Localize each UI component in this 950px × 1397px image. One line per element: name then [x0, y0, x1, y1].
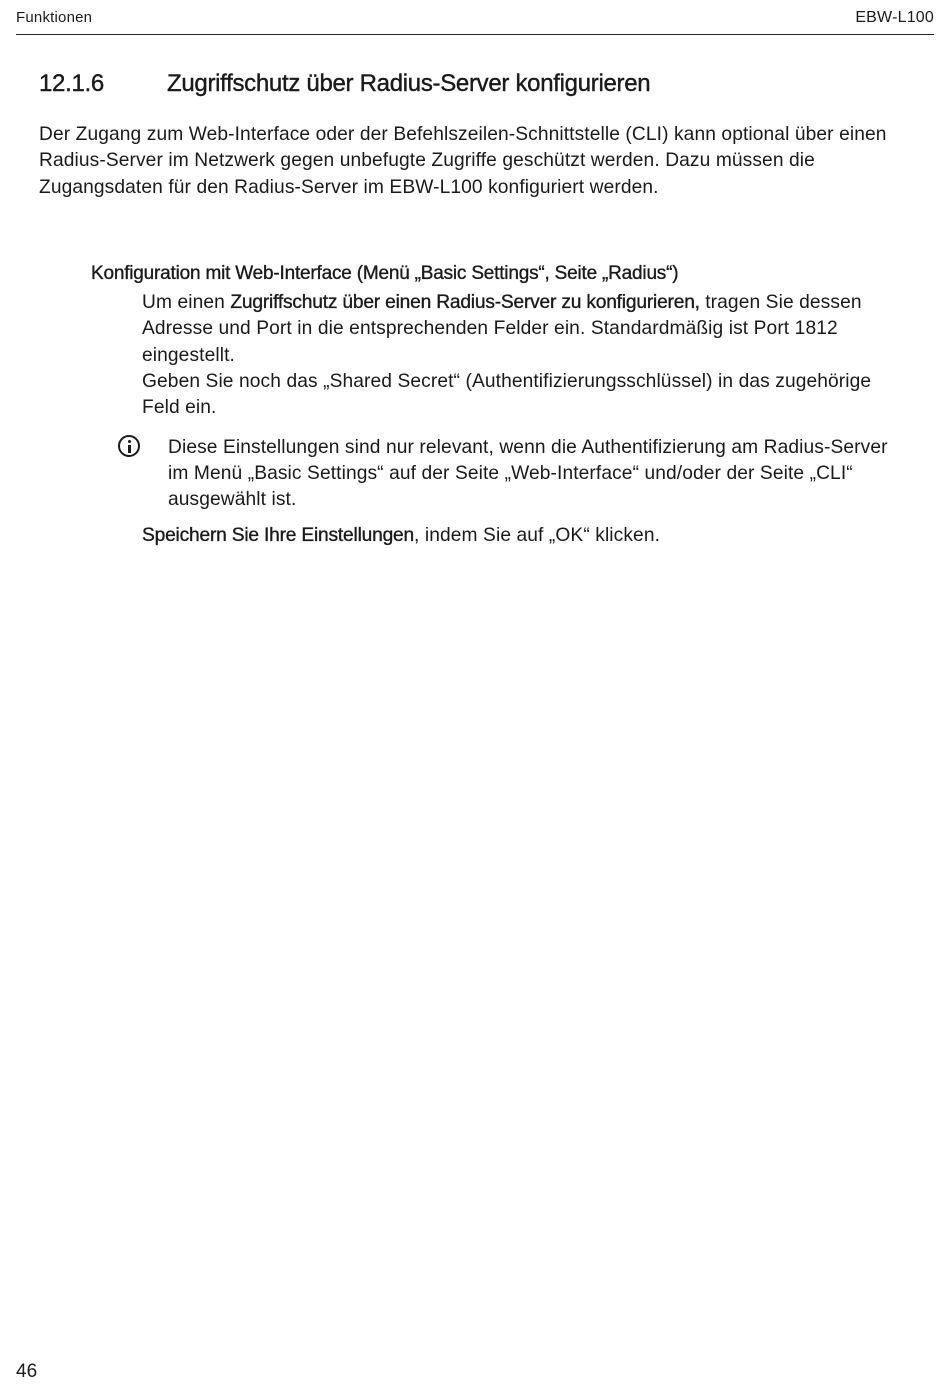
page-number: 46 [16, 1361, 38, 1382]
save-rest: , indem Sie auf „OK“ klicken. [414, 525, 661, 547]
save-emphasis: Speichern Sie Ihre Einstellungen [142, 525, 414, 547]
page-header [16, 8, 934, 35]
step-shared-secret: Geben Sie noch das „Shared Secret“ (Authentifizierungsschlüssel) in das zugehörige Feld ein. [142, 370, 872, 419]
header-product: EBW-L100 [855, 9, 934, 26]
section-number: 12.1.6 [39, 70, 104, 97]
config-subheading: Konfiguration mit Web-Interface (Menü „Basic Settings“, Seite „Radius“) [91, 263, 679, 284]
info-icon [118, 435, 140, 457]
header-chapter: Funktionen [16, 9, 93, 26]
step-address-port [142, 290, 887, 369]
config-block [91, 261, 911, 549]
step1-emphasis: Zugriffschutz über einen Radius-Server zu konfigurieren, [230, 292, 700, 313]
intro-paragraph: Der Zugang zum Web-Interface oder der Befehlszeilen-Schnittstelle (CLI) kann optional über einen Radius-Server im Netzwerk gegen unbefugte Zugriffe geschützt werden. Dazu müssen die Zugangsdaten für den Radius-Server im EBW-L100 konfiguriert werden. [39, 124, 887, 198]
step-save [142, 523, 911, 549]
step1-rest: tragen Sie dessen Adresse und Port in die entsprechenden Felder ein. Standardmäßig ist Port 1812 eingestellt. [142, 292, 862, 366]
section-heading [39, 70, 650, 98]
section-title: Zugriffschutz über Radius-Server konfigurieren [167, 70, 651, 97]
note-text: Diese Einstellungen sind nur relevant, wenn die Authentifizierung am Radius-Server im Menü „Basic Settings“ auf der Seite „Web-Interface“ und/oder der Seite „CLI“ ausgewählt ist. [168, 437, 888, 511]
step1-prefix: Um einen [142, 292, 231, 313]
info-note [118, 435, 888, 513]
